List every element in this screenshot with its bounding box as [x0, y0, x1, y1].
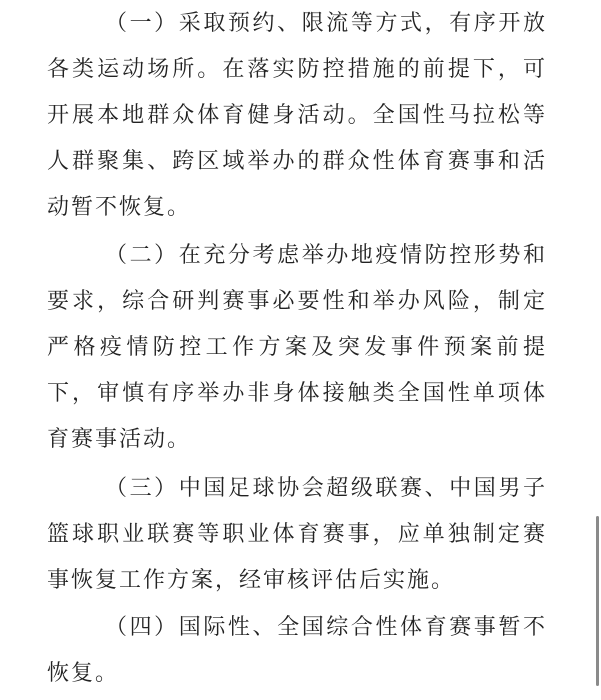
paragraph-1: （一）采取预约、限流等方式，有序开放各类运动场所。在落实防控措施的前提下，可开展本地群众体育健身活动。全国性马拉松等人群聚集、跨区域举办的群众性体育赛事和活动暂不恢复。: [47, 11, 547, 220]
paragraph-3: （三）中国足球协会超级联赛、中国男子篮球职业联赛等职业体育赛事，应单独制定赛事恢复工作方案，经审核评估后实施。: [47, 476, 547, 593]
paragraph-4: （四）国际性、全国综合性体育赛事暂不恢复。: [47, 615, 547, 686]
vertical-scrollbar[interactable]: [595, 0, 601, 700]
scrollbar-thumb[interactable]: [596, 516, 599, 686]
paragraph-2: （二）在充分考虑举办地疫情防控形势和要求，综合研判赛事必要性和举办风险，制定严格疫情防控工作方案及突发事件预案前提下，审慎有序举办非身体接触类全国性单项体育赛事活动。: [47, 243, 547, 452]
